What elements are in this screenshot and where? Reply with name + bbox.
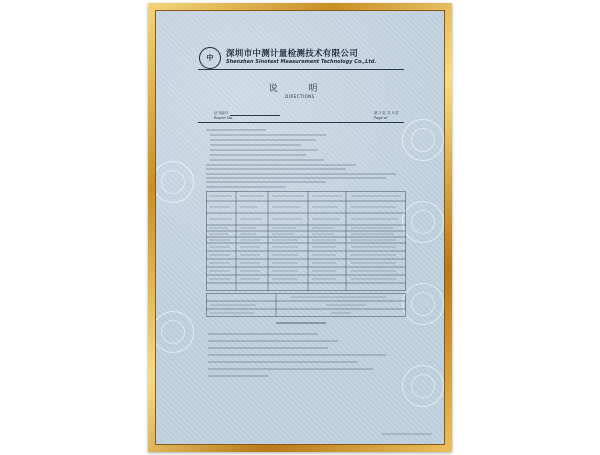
round-seal-watermark-icon	[402, 201, 444, 243]
page-title: 说 明	[268, 84, 332, 94]
page-number-label: 第 2 页	[374, 111, 386, 115]
round-seal-watermark-icon	[402, 119, 444, 161]
page-total-label: 共 3 页	[386, 111, 399, 115]
report-number-line	[230, 115, 280, 116]
equipment-table	[206, 191, 406, 291]
notes-text-block	[208, 331, 398, 381]
organization-name: 深圳市中测计量检测技术有限公司	[226, 49, 359, 59]
frame-inner-border	[155, 10, 445, 445]
notes-heading	[266, 319, 336, 327]
report-number-field	[214, 111, 280, 120]
round-seal-watermark-icon	[402, 365, 444, 407]
footer-code	[382, 432, 432, 436]
environment-conditions-table	[206, 293, 406, 317]
certificate-frame	[148, 3, 452, 452]
report-number-label-en: Report No.	[214, 116, 234, 120]
certificate-paper	[156, 11, 444, 444]
meta-rule	[198, 122, 404, 123]
page-number-field	[374, 111, 399, 120]
organization-name-en: Shenzhen Sinotest Measurement Technology Co.,Ltd.	[226, 59, 377, 65]
directions-text-block	[206, 127, 406, 189]
seal-logo-icon: 中	[199, 47, 221, 69]
round-seal-watermark-icon	[156, 311, 194, 353]
round-seal-watermark-icon	[156, 161, 194, 203]
page-title-en: DIRECTIONS	[285, 94, 315, 99]
report-number-label: 证书编号	[214, 111, 229, 115]
round-seal-watermark-icon	[402, 283, 444, 325]
header-rule	[198, 69, 404, 70]
page-total-label-en: of	[383, 116, 388, 120]
page-number-label-en: Page	[374, 116, 383, 120]
